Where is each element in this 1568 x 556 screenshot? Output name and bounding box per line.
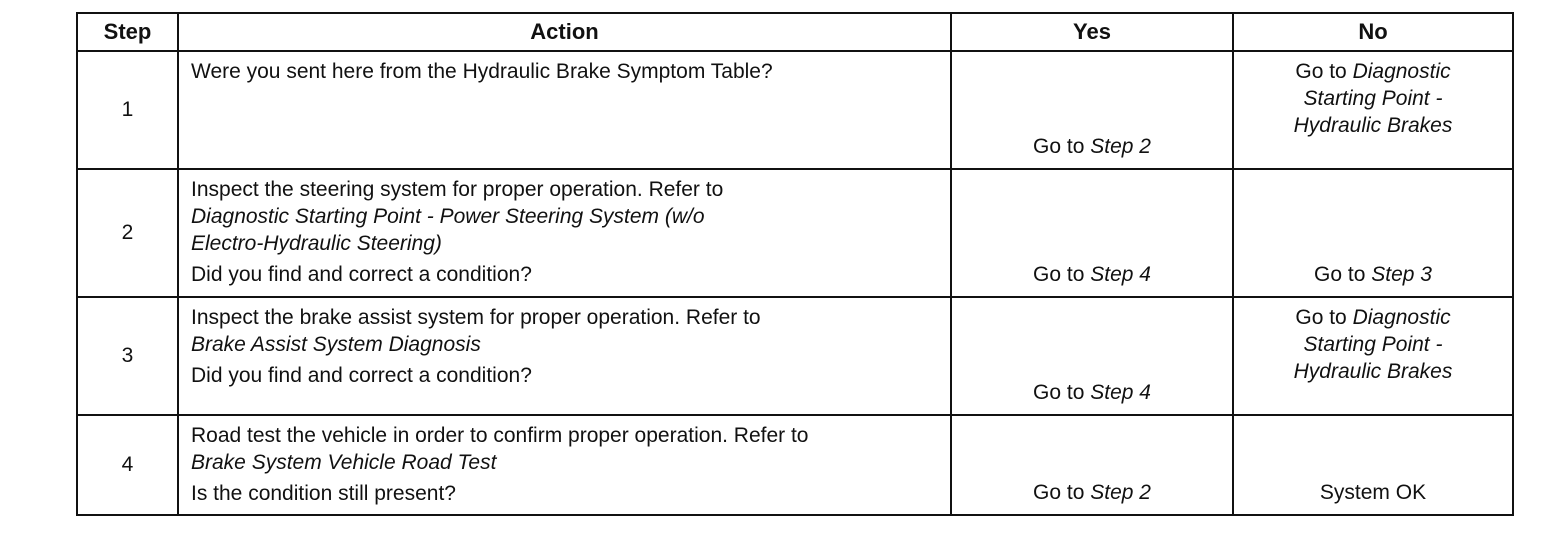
no-cell — [1233, 297, 1513, 415]
yes-prefix: Go to — [1033, 381, 1091, 404]
no-prefix: Go to — [1314, 263, 1372, 286]
yes-cell — [951, 415, 1233, 515]
action-cell — [178, 51, 951, 169]
action-text: Road test the vehicle in order to confirm proper operation. Refer to — [191, 424, 809, 447]
no-step-link[interactable]: Step 3 — [1371, 263, 1432, 286]
diagnostic-table — [76, 12, 1514, 516]
action-text: Inspect the steering system for proper operation. Refer to — [191, 178, 724, 201]
yes-cell — [951, 51, 1233, 169]
action-ref-link[interactable]: Electro-Hydraulic Steering) — [191, 232, 442, 255]
no-ref-link[interactable]: Starting Point - — [1303, 333, 1443, 356]
yes-cell — [951, 169, 1233, 297]
step-number: 4 — [77, 415, 178, 515]
no-ref-link[interactable]: Hydraulic Brakes — [1293, 114, 1453, 137]
action-ref-link[interactable]: Diagnostic Starting Point - Power Steering System (w/o — [191, 205, 705, 228]
header-row — [77, 13, 1513, 51]
yes-step-link[interactable]: Step 4 — [1090, 263, 1151, 286]
no-ref-link[interactable]: Hydraulic Brakes — [1293, 360, 1453, 383]
yes-prefix: Go to — [1033, 263, 1091, 286]
action-question: Is the condition still present? — [191, 482, 456, 505]
yes-cell — [951, 297, 1233, 415]
header-no: No — [1233, 13, 1513, 51]
no-prefix: Go to — [1295, 60, 1353, 83]
no-ref-link[interactable]: Starting Point - — [1303, 87, 1443, 110]
action-ref-link[interactable]: Brake Assist System Diagnosis — [191, 333, 481, 356]
action-question: Did you find and correct a condition? — [191, 364, 532, 387]
table-row — [77, 169, 1513, 297]
table-row — [77, 297, 1513, 415]
no-result: System OK — [1319, 481, 1427, 504]
action-text: Inspect the brake assist system for proper operation. Refer to — [191, 306, 761, 329]
no-ref-link[interactable]: Diagnostic — [1352, 306, 1451, 329]
no-cell — [1233, 51, 1513, 169]
yes-step-link[interactable]: Step 2 — [1090, 135, 1151, 158]
yes-step-link[interactable]: Step 2 — [1090, 481, 1151, 504]
yes-step-link[interactable]: Step 4 — [1090, 381, 1151, 404]
header-step: Step — [77, 13, 178, 51]
action-ref-link[interactable]: Brake System Vehicle Road Test — [191, 451, 497, 474]
action-cell — [178, 169, 951, 297]
action-cell — [178, 415, 951, 515]
action-question: Did you find and correct a condition? — [191, 263, 532, 286]
yes-prefix: Go to — [1033, 135, 1091, 158]
header-yes: Yes — [951, 13, 1233, 51]
no-prefix: Go to — [1295, 306, 1353, 329]
header-action: Action — [178, 13, 951, 51]
table-row — [77, 415, 1513, 515]
step-number: 1 — [77, 51, 178, 169]
table-row — [77, 51, 1513, 169]
step-number: 2 — [77, 169, 178, 297]
no-cell — [1233, 415, 1513, 515]
no-cell — [1233, 169, 1513, 297]
yes-prefix: Go to — [1033, 481, 1091, 504]
step-number: 3 — [77, 297, 178, 415]
action-text: Were you sent here from the Hydraulic Brake Symptom Table? — [191, 60, 773, 83]
action-cell — [178, 297, 951, 415]
no-ref-link[interactable]: Diagnostic — [1352, 60, 1451, 83]
